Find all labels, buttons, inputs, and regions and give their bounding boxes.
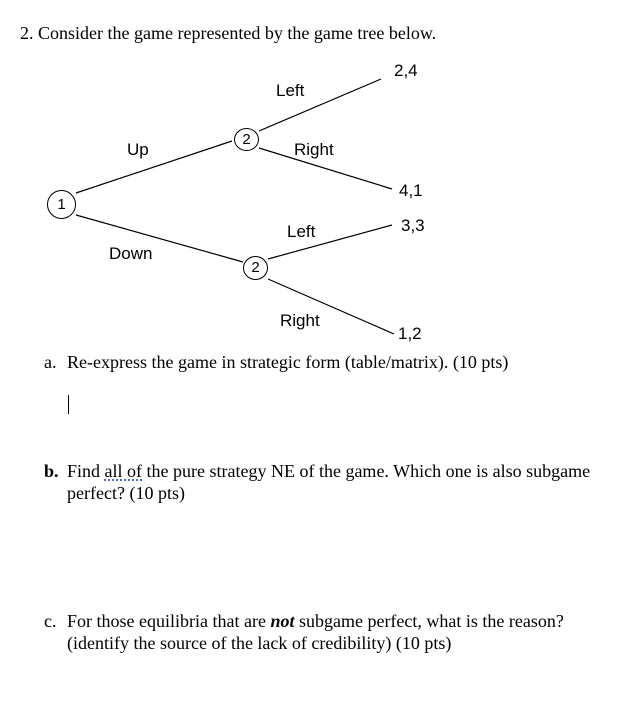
part-b-post: the pure strategy NE of the game. Which one is also subgame perfect? (10 pts) (67, 461, 591, 503)
question-prompt: Consider the game represented by the game tree below. (38, 23, 437, 43)
payoff-down-left: 3,3 (401, 216, 425, 235)
part-c-label: c. (44, 611, 57, 631)
action-upper-right-label: Right (294, 140, 334, 159)
text-cursor[interactable] (68, 395, 69, 414)
part-c-pre: For those equilibria that are (67, 611, 271, 631)
part-b-pre: Find (67, 461, 105, 481)
part-c-emphasis: not (270, 611, 295, 631)
root-node-player: 1 (57, 196, 66, 213)
upper-decision-node (234, 128, 259, 151)
payoff-down-right: 1,2 (398, 324, 422, 343)
part-b-text (67, 460, 607, 504)
payoff-up-left: 2,4 (394, 61, 418, 80)
part-c-text (67, 610, 607, 654)
question-number: 2. (20, 23, 34, 43)
action-down-label: Down (109, 244, 153, 263)
action-up-label: Up (127, 140, 149, 159)
root-node (47, 190, 76, 219)
part-a-text: Re-express the game in strategic form (table/matrix). (10 pts) (67, 352, 509, 372)
lower-decision-node (243, 256, 268, 280)
branch-down (76, 215, 243, 262)
branch-up (76, 141, 232, 193)
part-c-post: subgame perfect, what is the reason? (identify the source of the lack of credibility) (10 pts) (67, 611, 564, 653)
action-lower-left-label: Left (287, 222, 316, 241)
part-b-underlined: all of (104, 461, 143, 481)
part-a-label: a. (44, 352, 57, 372)
lower-node-player: 2 (251, 259, 260, 276)
part-b-label: b. (44, 461, 59, 481)
action-upper-left-label: Left (276, 81, 305, 100)
payoff-up-right: 4,1 (399, 181, 423, 200)
upper-node-player: 2 (242, 131, 251, 148)
action-lower-right-label: Right (280, 311, 320, 330)
